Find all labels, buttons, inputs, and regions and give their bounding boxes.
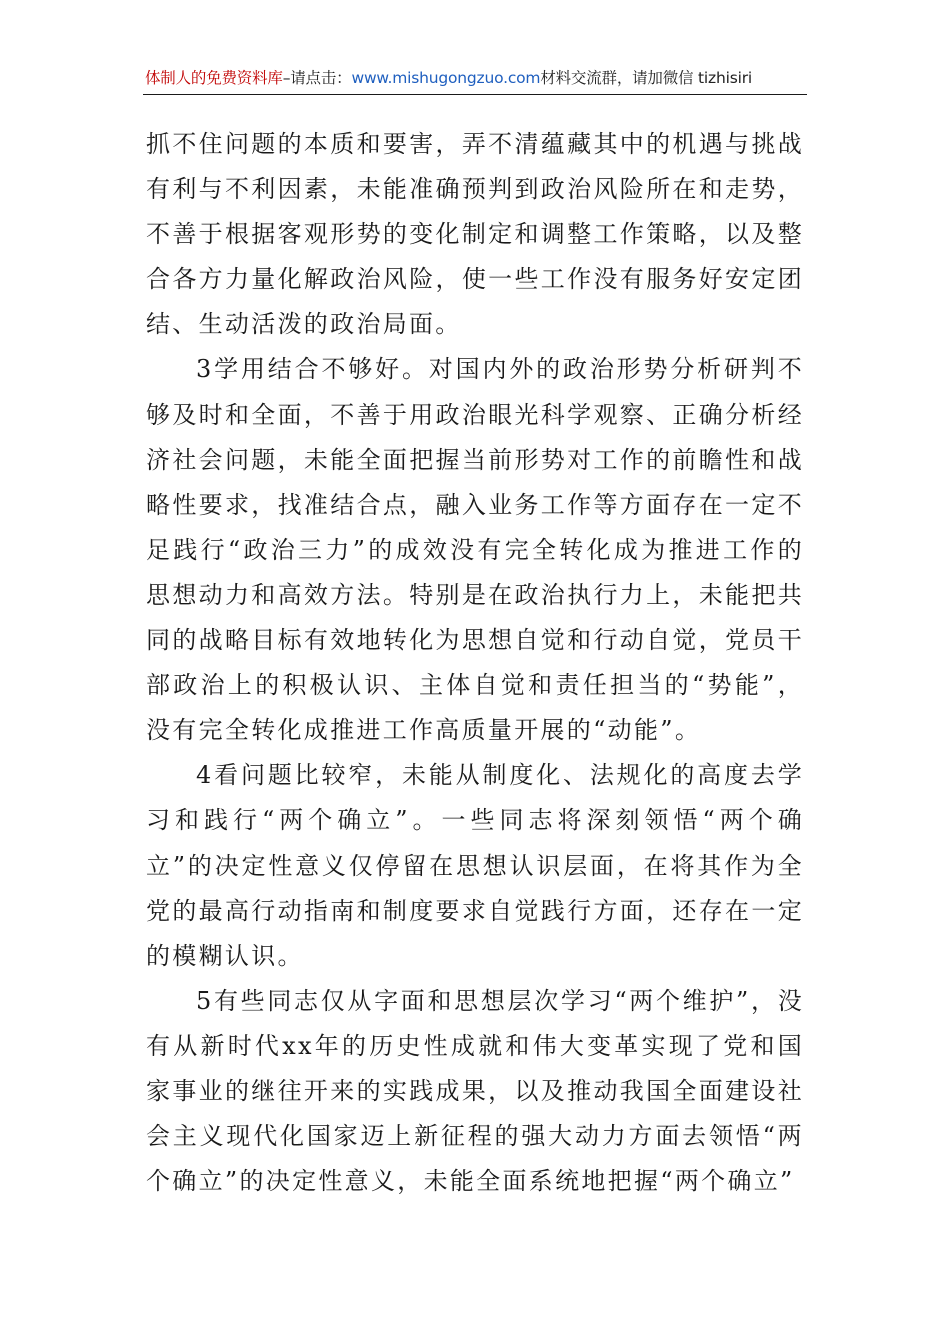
- header-prompt: –请点击：: [282, 69, 352, 87]
- paragraph-continuation: 抓不住问题的本质和要害，弄不清蕴藏其中的机遇与挑战有利与不利因素，未能准确预判到政治风险所在和走势，不善于根据客观形势的变化制定和调整工作策略，以及整合各方力量化解政治风险，使一些工作没有服务好安定团结、生动活泼的政治局面。: [146, 130, 804, 339]
- document-body: [146, 122, 804, 1204]
- header-link[interactable]: www.mishugongzuo.com: [351, 69, 541, 87]
- paragraph-item-4: 4看问题比较窄，未能从制度化、法规化的高度去学习和践行“两个确立”。一些同志将深刻领悟“两个确立”的决定性意义仅停留在思想认识层面，在将其作为全党的最高行动指南和制度要求自觉践行方面，还存在一定的模糊认识。: [146, 761, 804, 970]
- paragraph-item-5: 5有些同志仅从字面和思想层次学习“两个维护”，没有从新时代xx年的历史性成就和伟大变革实现了党和国家事业的继往开来的实践成果，以及推动我国全面建设社会主义现代化国家迈上新征程的强大动力方面去领悟“两个确立”的决定性意义，未能全面系统地把握“两个确立”: [146, 986, 804, 1196]
- header-divider: [143, 94, 807, 95]
- paragraph-item-3: 3学用结合不够好。对国内外的政治形势分析研判不够及时和全面，不善于用政治眼光科学观察、正确分析经济社会问题，未能全面把握当前形势对工作的前瞻性和战略性要求，找准结合点，融入业务工作等方面存在一定不足践行“政治三力”的成效没有完全转化成为推进工作的思想动力和高效方法。特别是在政治执行力上，未能把共同的战略目标有效地转化为思想自觉和行动自觉，党员干部政治上的积极认识、主体自觉和责任担当的“势能”，没有完全转化成推进工作高质量开展的“动能”。: [146, 355, 804, 745]
- header-brand: 体制人的免费资料库: [145, 69, 283, 87]
- page-header: [145, 66, 805, 94]
- header-contact: 材料交流群，请加微信 tizhisiri: [540, 69, 752, 87]
